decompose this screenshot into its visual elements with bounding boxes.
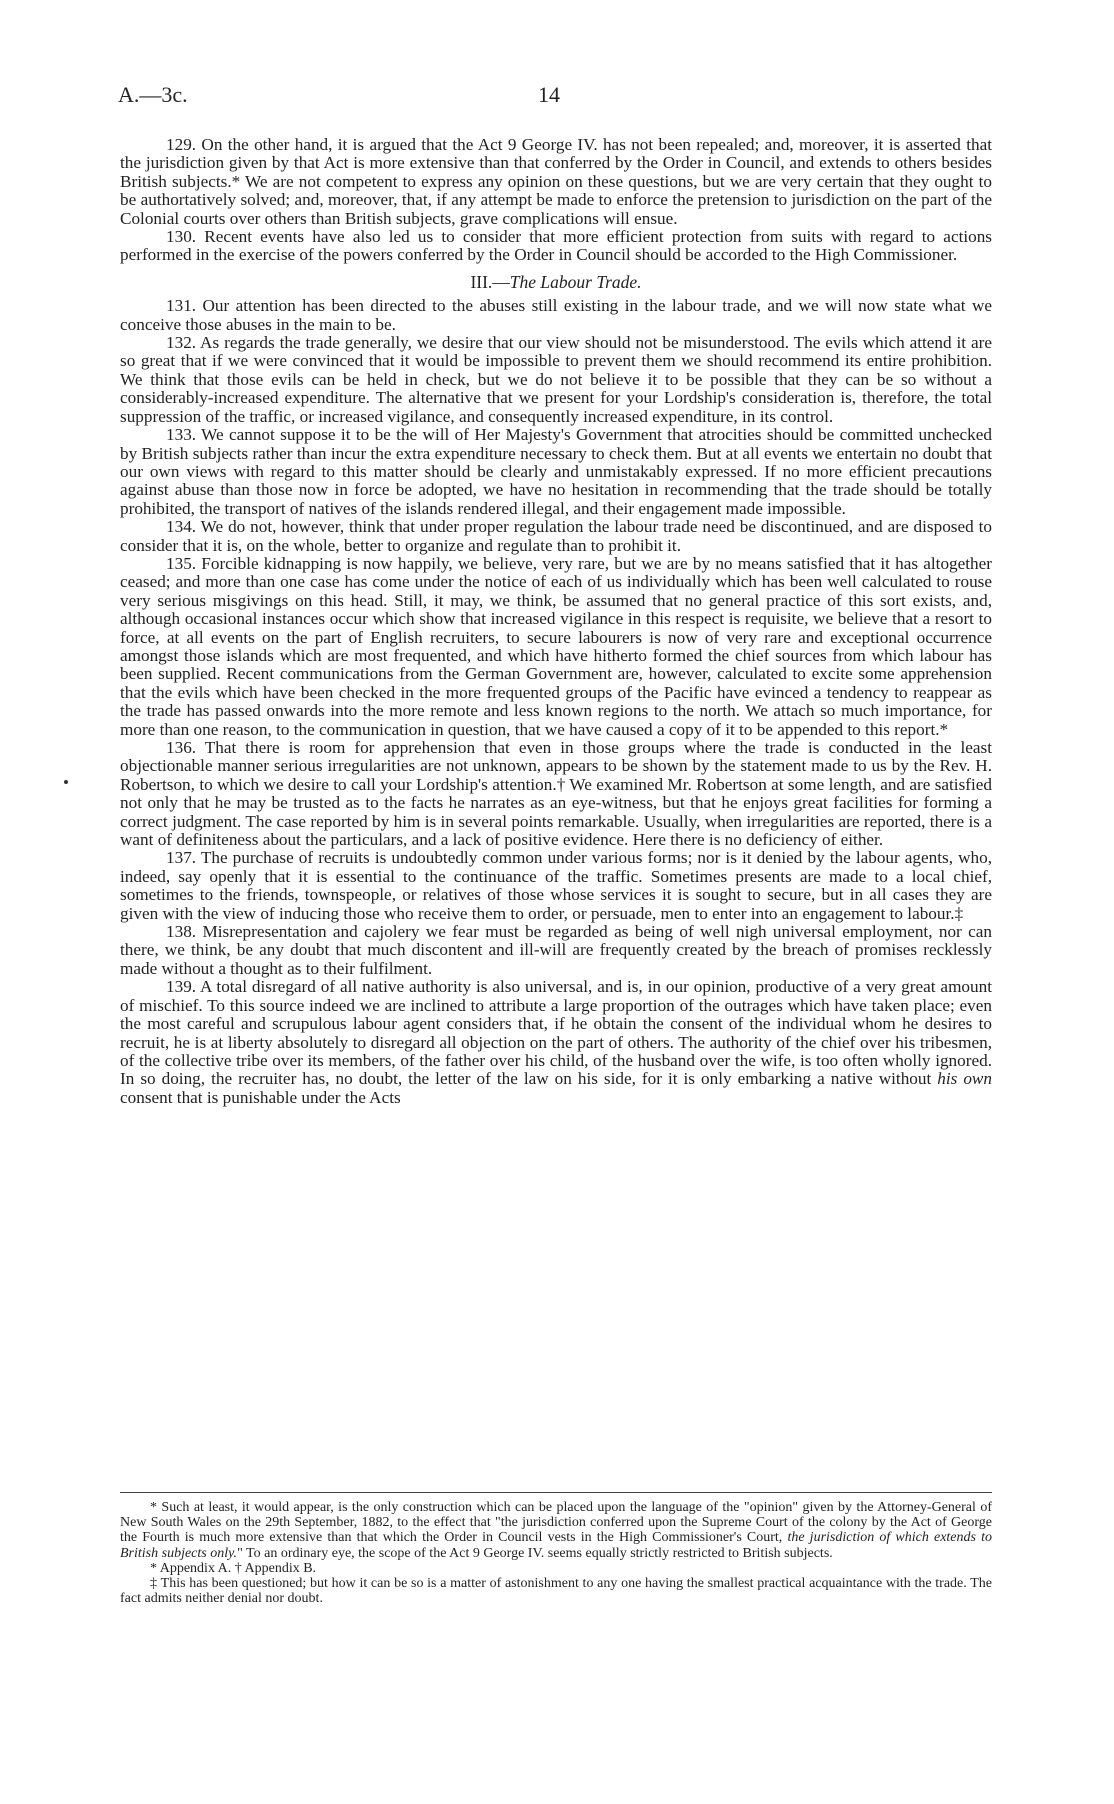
section-numeral: III.— <box>470 271 510 292</box>
paragraph-129: 129. On the other hand, it is argued that the Act 9 George IV. has not been repealed; and, moreover, it is asserted that the jurisdiction given by that Act is more extensive than that conferred by the Order in Council, and extends to others besides British subjects.* We are not competent to express any opinion on these questions, but we are very certain that they ought to be authortatively solved; and, moreover, that, if any attempt be made to enforce the pretension to jurisdiction on the part of the Colonial courts over others than British subjects, grave complications will ensue. <box>120 135 992 228</box>
paragraph-136: 136. That there is room for apprehension that even in those groups where the trade is conducted in the least objectionable manner serious irregularities are not unknown, appears to be shown by the statement made to us by the Rev. H. Robertson, to which we desire to call your Lordship's attention.† We examined Mr. Robertson at some length, and are satisfied not only that he may be trusted as to the facts he narrates as an eye-witness, but that he enjoys great facilities for forming a correct judgment. The case reported by him is in several points remarkable. Usually, when irregularities are reported, there is a want of definiteness about the particulars, and a lack of positive evidence. Here there is no deficiency of either. <box>120 738 992 850</box>
paragraph-131: 131. Our attention has been directed to the abuses still existing in the labour trade, and we will now state what we conceive those abuses in the main to be. <box>120 296 992 334</box>
margin-mark <box>64 780 68 784</box>
footnote-divider <box>120 1492 992 1493</box>
paragraph-137: 137. The purchase of recruits is undoubtedly common under various forms; nor is it denied by the labour agents, who, indeed, say openly that it is essential to the continuance of the traffic. Sometimes presents are made to a local chief, sometimes to the friends, townspeople, or relatives of those whose services it is sought to secure, but in all cases they are given with the view of inducing those who receive them to order, or persuade, men to enter into an engagement to labour.‡ <box>120 848 992 923</box>
footnote-1-emphasis: the jurisdiction of which extends to British subjects only. <box>120 1530 992 1561</box>
footnote-3: ‡ This has been questioned; but how it can be so is a matter of astonishment to any one having the smallest practical acquaintance with the trade. The fact admits neither denial nor doubt. <box>120 1576 992 1607</box>
paragraph-139-end: consent that is punishable under the Acts <box>120 1087 401 1107</box>
paragraph-139-emphasis: his own <box>937 1069 992 1089</box>
section-heading <box>120 273 992 291</box>
footnote-1-end: " To an ordinary eye, the scope of the Act 9 George IV. seems equally strictly restricted to British subjects. <box>237 1545 833 1561</box>
section-title: The Labour Trade. <box>509 271 642 292</box>
paragraph-135: 135. Forcible kidnapping is now happily, we believe, very rare, but we are by no means satisfied that it has altogether ceased; and more than one case has come under the notice of each of us individually which has been well calculated to rouse very serious misgivings on this head. Still, it may, we think, be assumed that no general practice of this sort exists, and, although occasional instances occur which show that increased vigilance in this respect is requisite, we believe that a resort to force, at all events on the part of English recruiters, to secure labourers is now of very rare and exceptional occurrence amongst those islands which are most frequented, and which have hitherto formed the chief sources from which labour has been supplied. Recent communications from the German Government are, however, calculated to excite some apprehension that the evils which have been checked in the more frequented groups of the Pacific have evinced a tendency to reappear as the trade has passed onwards into the more remote and less known regions to the north. We attach so much importance, for more than one reason, to the communication in question, that we have caused a copy of it to be appended to this report.* <box>120 553 992 739</box>
footnote-1-start: * Such at least, it would appear, is the only construction which can be placed upon the language of the "opinion" given by the Attorney-General of New South Wales on the 29th September, 1882, to the effect that "the jurisdiction conferred upon the Supreme Court of the colony by the Act of George the Fourth is much more extensive than that which the Order in Council vests in the High Commissioner's Court, <box>120 1500 992 1546</box>
paragraph-134: 134. We do not, however, think that under proper regulation the labour trade need be discontinued, and are disposed to consider that it is, on the whole, better to organize and regulate than to prohibit it. <box>120 517 992 555</box>
paragraph-139 <box>120 978 992 1107</box>
footnotes <box>120 1500 992 1606</box>
body-text <box>120 136 992 1107</box>
paragraph-138: 138. Misrepresentation and cajolery we fear must be regarded as being of well nigh universal employment, nor can there, we think, be any doubt that much discontent and ill-will are frequently created by the breach of promises recklessly made without a thought as to their fulfilment. <box>120 922 992 978</box>
paragraph-139-start: 139. A total disregard of all native authority is also universal, and is, in our opinion, productive of a very great amount of mischief. To this source indeed we are inclined to attribute a large proportion of the outrages which have taken place; even the most careful and scrupulous labour agent considers that, if he obtain the consent of the individual whom he desires to recruit, he is at liberty absolutely to disregard all objection on the part of others. The authority of the chief over his tribesmen, of the collective tribe over its members, of the father over his child, of the husband over the wife, is too often wholly ignored. In so doing, the recruiter has, no doubt, the letter of the law on his side, for it is only embarking a native without <box>120 977 992 1089</box>
paragraph-132: 132. As regards the trade generally, we desire that our view should not be misunderstood. The evils which attend it are so great that if we were convinced that it would be impossible to prevent them we should recommend its entire prohibition. We think that those evils can be held in check, but we do not believe it to be possible that they can be so without a considerably-increased expenditure. The alternative that we present for your Lordship's consideration is, therefore, the total suppression of the traffic, or increased vigilance, and consequently increased expenditure, in its control. <box>120 333 992 426</box>
paragraph-130: 130. Recent events have also led us to consider that more efficient protection from suits with regard to actions performed in the exercise of the powers conferred by the Order in Council should be accorded to the High Commissioner. <box>120 227 992 265</box>
document-reference: A.—3c. <box>118 82 188 107</box>
page-header <box>118 82 998 112</box>
footnote-1 <box>120 1500 992 1561</box>
footnote-appendices: * Appendix A. † Appendix B. <box>150 1560 317 1576</box>
paragraph-133: 133. We cannot suppose it to be the will of Her Majesty's Government that atrocities should be committed unchecked by British subjects rather than incur the extra expenditure necessary to check them. But at all events we entertain no doubt that our own views with regard to this matter should be clearly and unmistakably expressed. If no more efficient precautions against abuse than those now in force be adopted, we have no hesitation in recommending that the trade should be totally prohibited, the transport of natives of the islands rendered illegal, and their engagement made impossible. <box>120 425 992 518</box>
page-number: 14 <box>538 82 560 107</box>
